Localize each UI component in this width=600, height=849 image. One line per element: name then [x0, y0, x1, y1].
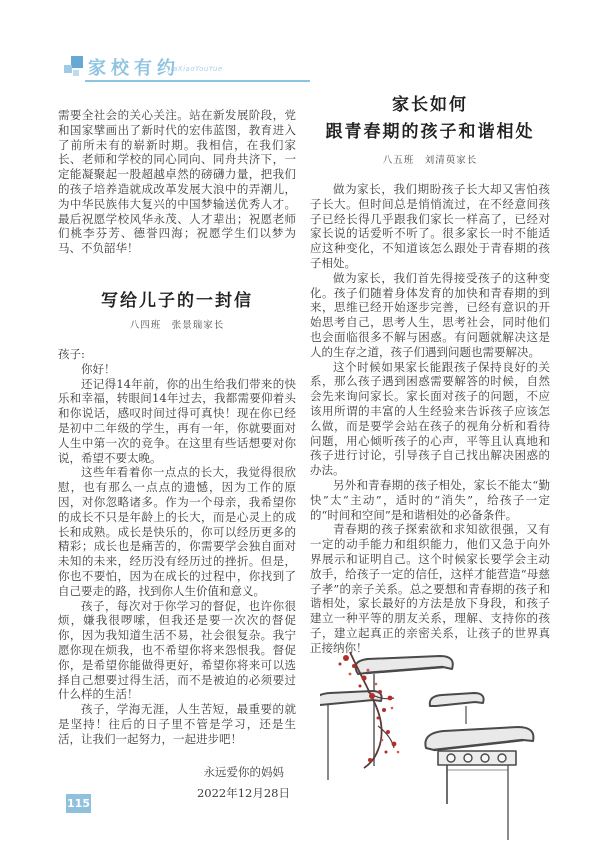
letter-article-byline: 八四班 张景瑞家长	[129, 319, 225, 331]
puberty-article-title-line2: 跟青春期的孩子和谐相处	[325, 122, 535, 142]
letter-signature: 永远爱你的妈妈	[203, 765, 284, 780]
header-underline	[85, 80, 310, 82]
puberty-paragraph: 青春期的孩子探索欲和求知欲很强，又有一定的动手能力和组织能力，他们又急于向外界展示和证明自己。这个时候家长要学会主动放手，给孩子一定的信任，这样才能营造“母慈子孝”的亲子关系。总之要想和青春期的孩子和谐相处，家长最好的方法是放下身段，和孩子建立一种平等的朋友关系，理解、支持你的孩子，建立起真正的亲密关系，让孩子的世界真正接纳你！	[310, 522, 550, 655]
header-subtitle: JiaXiaoYouYue	[168, 65, 223, 73]
letter-article-title: 写给儿子的一封信	[101, 290, 253, 311]
horsehead-walls-icon	[320, 656, 533, 840]
header-title: 家校有约	[88, 58, 180, 79]
letter-salutation: 孩子:	[58, 346, 85, 361]
continuation-paragraph: 需要全社会的关心关注。站在新发展阶段，党和国家擘画出了新时代的宏伟蓝图，教育进入了前所未有的崭新时期。我相信，在我们家长、老师和学校的同心同向、同舟共济下，一定能凝聚起一股超越卓然的磅礴力量，把我们的孩子培养造就成改革发展大浪中的弄潮儿，为中华民族伟大复兴的中国梦输送优秀人才。最后祝愿学校风华永茂、人才辈出；祝愿老师们桃李芬芳、德誉四海；祝愿学生们以梦为马、不负韶华！	[58, 108, 296, 256]
letter-signature-block	[58, 762, 296, 804]
left-column	[58, 108, 296, 804]
letter-paragraph: 还记得14年前，你的出生给我们带来的快乐和幸福，转眼间14年过去，我都需要仰着头和你说话，感叹时间过得可真快！现在你已经是初中二年级的学生，再有一年，你就要面对人生中第一次的竞争。在这里有些话想要对你说，希望不要太晚。	[58, 376, 296, 465]
letter-date: 2022年12月28日	[196, 786, 290, 801]
letter-paragraph: 孩子，学海无涯，人生苦短，最重要的就是坚持！往后的日子里不管是学习，还是生活，让我们一起努力，一起进步吧！	[58, 702, 296, 746]
page-number-badge: 115	[66, 794, 91, 813]
puberty-paragraph: 做为家长，我们首先得接受孩子的这种变化。孩子们随着身体发育的加快和青春期的到来，思维已经开始逐步完善，已经有意识的开始思考自己，思考人生，思考社会，同时他们也会面临很多不解与困惑。有问题就解决这是人的生存之道，孩子们遇到问题也需要解决。	[310, 270, 550, 359]
letter-paragraph: 这些年看着你一点点的长大，我觉得很欣慰，也有那么一点点的遗憾，因为工作的原因，对你忽略诸多。作为一个母亲，我希望你的成长不只是年龄上的长大，而是心灵上的成长和成熟。成长是快乐的，你可以经历更多的精彩；成长也是痛苦的，你需要学会独自面对未知的未来，经历没有经历过的挫折。但是，你也不要怕，因为在成长的过程中，你找到了自己要走的路，找到你人生价值和意义。	[58, 465, 296, 598]
puberty-article-title-line1: 家长如何	[392, 95, 468, 115]
puberty-article-title	[310, 92, 550, 146]
puberty-paragraph: 这个时候如果家长能跟孩子保持良好的关系，那么孩子遇到困惑需要解答的时候，自然会先来询问家长。家长面对孩子的问题，不应该用所谓的丰富的人生经验来告诉孩子应该怎么做，而是要学会站在孩子的视角分析和看待问题，用心倾听孩子的心声，平等且认真地和孩子进行讨论，引导孩子自己找出解决困惑的办法。	[310, 359, 550, 478]
right-column	[310, 92, 550, 656]
puberty-paragraph: 另外和青春期的孩子相处，家长不能太“勤快”太“主动”，适时的“消失”，给孩子一定的“时间和空间”是和谐相处的必备条件。	[310, 477, 550, 522]
blue-squares-logo-icon	[64, 56, 84, 80]
ink-wash-wall-plum-blossom-illustration	[320, 648, 578, 846]
puberty-article-byline: 八五班 刘清萸家长	[382, 155, 478, 166]
puberty-paragraph: 做为家长，我们期盼孩子长大却又害怕孩子长大。但时间总是悄悄流过，在不经意间孩子已经长得几乎跟我们家长一样高了，已经对家长说的话爱听不听了。很多家长一时不能适应这种变化，不知道该怎么跟处于青春期的孩子相处。	[310, 182, 550, 270]
letter-paragraph: 孩子，每次对于你学习的督促，也许你很烦，嫌我很啰嗦，但我还是要一次次的督促你，因为我知道生活不易，社会很复杂。我宁愿你现在烦我，也不希望你将来怨恨我。督促你，是希望你能做得更好，希望你将来可以选择自己想要过得生活，而不是被迫的必须要过什么样的生活！	[58, 598, 296, 702]
letter-greeting: 你好！	[81, 361, 116, 376]
